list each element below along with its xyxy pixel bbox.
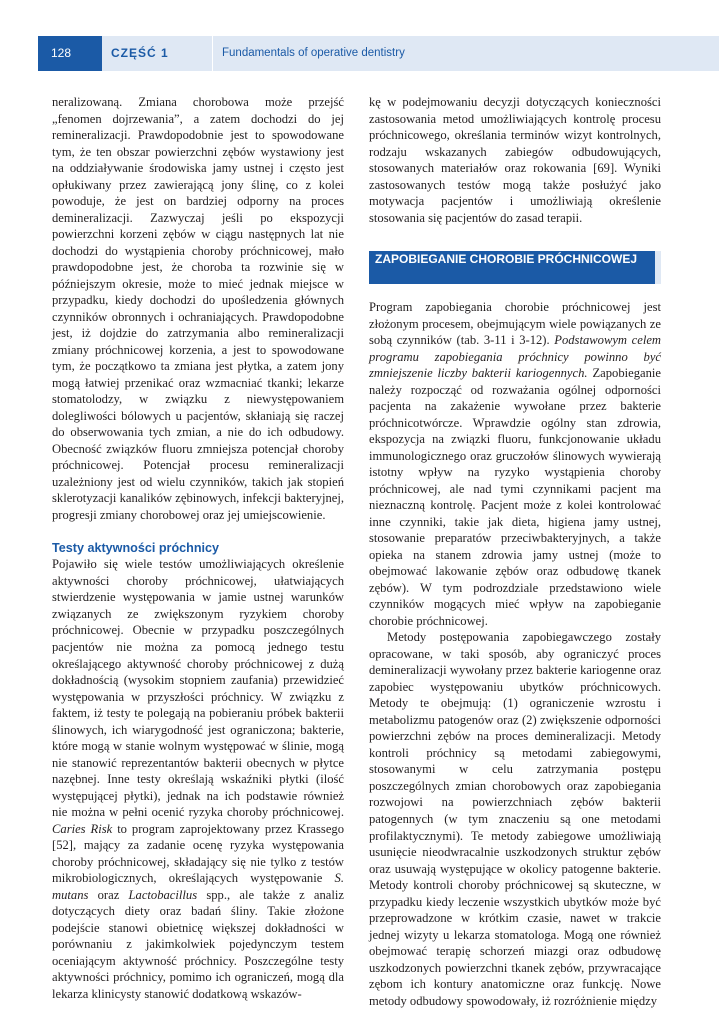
page-number: 128 <box>50 46 72 60</box>
paragraph-test-usage: kę w podejmowaniu decyzji dotyczących konieczności zastosowania metod umożliwiających kontrolę procesu próchnicowego, określania terminów wizyt kontrolnych, rodzaju wskazanych zabiegów odbudowujących, stosowanych materiałów oraz rokowania [69]. Wyniki zastosowanych testów mogą także posłużyć jako motywacja pacjentów i umożliwiają określenie stosowania się pacjentów do zasad terapii. <box>369 95 661 225</box>
italic-term: Lactobacillus <box>128 887 198 902</box>
italic-term: Caries Risk <box>52 821 113 836</box>
text-run: oraz <box>97 887 120 902</box>
text-run: spp., ale także z analiz dotyczących diety oraz badań śliny. Takie złożone podejście stanowi obietnicę większej dokładności w porównaniu z jakimkolwiek pojedynczym testem oceniającym aktywność próchnicy. Poszczególne testy aktywności próchnicy, pomimo ich ograniczeń, mogą dla lekarza klinicysty stanowić dodatkową wskazów- <box>52 887 344 1001</box>
section-heading: ZAPOBIEGANIE CHOROBIE PRÓCHNICOWEJ <box>375 252 638 266</box>
paragraph-remineralization: neralizowaną. Zmiana chorobowa może przejść „fenomen dojrzewania”, a zatem dochodzi do jej remineralizacji. Prawdopodobnie jest to spowodowane tym, że ten obszar powierzchni zębów wystawiony jest na oddziaływanie środowiska jamy ustnej i często jest opłukiwany przez zawierającą jony ślinę, co z kolei powoduje, że jest on bardziej odporny na proces demineralizacji. Zazwyczaj jeśli po ekspozycji powierzchni korzeni zębów w ciągu następnych lat nie dochodzi do wystąpienia choroby próchnicowej, mało prawdopodobne jest, że choroba ta rozwinie się w późniejszym okresie, może to mieć jednak miejsce w przypadku, kiedy dochodzi do upośledzenia głównych czynników obronnych i ochraniających. Prawdopodobne jest, iż dojdzie do zatrzymania albo remineralizacji zmiany próchnicowej korzenia, a jest to spowodowane tym, że początkowo ta zmiana jest płytka, a zatem jony mogą łatwiej przenikać oraz wzmacniać tkanki; lekarze stomatolodzy, w związku z niewystępowaniem dolegliwości bólowych u pacjentów, skłaniają się raczej do obserwowania tych zmian, a nie do ich odbudowy. Obecność związków fluoru zmniejsza potencjał choroby próchnicowej. Potencjał procesu remineralizacji uzależniony jest od wielu czynników, takich jak stopień sklerotyzacji kanalików zębinowych, infekcji bakteryjnej, progresji zmiany chorobowej oraz jej umiejscowienie. <box>52 95 344 522</box>
subheading-caries-activity-tests: Testy aktywności próchnicy <box>52 540 220 555</box>
part-label: CZĘŚĆ 1 <box>111 46 169 60</box>
text-run: to program zaprojektowany przez Krassego [52], mający za zadanie ocenę ryzyka występowania choroby próchnicowej, składający się nie tylko z testów mikrobiologicznych, określających występowanie <box>52 821 344 886</box>
italic-emphasis: Podstawowym celem programu zapobiegania próchnicy powinno być zmniejszenie liczby bakterii kariogennych. <box>369 333 661 381</box>
paragraph-prevention-methods: Metody postępowania zapobiegawczego zostały opracowane, w taki sposób, aby ograniczyć proces demineralizacji wywołany przez bakterie kariogenne oraz zapobiec występowaniu ubytków próchnicowych. Metody te obejmują: (1) ograniczenie wzrostu i metabolizmu patogenów oraz (2) zwiększenie odporności powierzchni zębów na proces demineralizacji. Metody kontroli próchnicy są metodami zabiegowymi, stosowanymi w celu zatrzymania postępu poszczególnych zmian chorobowych oraz zapobiegania rozwojowi na powierzchniach zębów bakterii patogennych (w tym znaczeniu są one metodami profilaktycznymi). Te metody zabiegowe umożliwiają usunięcie nieodwracalnie uszkodzonych struktur zębów oraz usuwają występujące w okolicy patogenne bakterie. Metody kontroli choroby próchnicowej są skuteczne, w przypadku kiedy leczenie wszystkich ubytków może być przeprowadzone w krótkim czasie, nawet w trakcie jednej wizyty u lekarza stomatologa. Mogą one również obejmować terapię schorzeń miazgi oraz odbudowę uszkodzonych powierzchni tkanek zębów, przywracające zębom ich kontury anatomiczne oraz funkcję. Nowe metody odbudowy spowodowały, iż rozróżnienie między <box>369 630 661 1008</box>
text-run: Program zapobiegania chorobie próchnicowej jest złożonym procesem, obejmującym wiele powiązanych ze sobą czynników (tab. 3-11 i 3-12). <box>369 300 661 348</box>
left-column <box>52 94 344 1002</box>
italic-term: S. mutans <box>52 871 344 902</box>
header-divider <box>212 36 213 71</box>
section-heading-accent <box>655 251 661 284</box>
paragraph-caries-tests <box>52 556 344 1002</box>
text-run: Pojawiło się wiele testów umożliwiających określenie aktywności choroby próchnicowej, ułatwiających stwierdzenie występowania w jamie ustnej warunków związanych ze zwiększonym ryzykiem choroby próchnicowej. Obecnie w przypadku poszczególnych pacjentów nie można za pomocą jednego testu określającego aktywność choroby próchnicowej z dużą dokładnością (wysokim stopniem zaufania) przewidzieć występowania w przyszłości próchnicy. W związku z faktem, iż testy te polegają na pobieraniu próbek bakterii ślinowych, ich wiarygodność jest ograniczona; bakterie, które mogą w stanie wolnym występować w ślinie, mogą nie stanowić reprezentantów bakterii obecnych w płytce nazębnej. Inne testy określają wskaźniki płytki (ilość występującej płytki), jednak na ich podstawie również nie można w pełni ocenić ryzyka choroby próchnicowej. <box>52 557 344 820</box>
section-heading-box <box>369 251 661 284</box>
right-column-top <box>369 94 661 226</box>
text-run: Zapobieganie należy rozpocząć od rozważania ogólnej odporności pacjenta na zakażenie wywołane przez bakterie próchnicotwórcze. Wprawdzie ogólny stan zdrowia, ekspozycja na związki fluoru, funkcjonowanie układu immunologicznego oraz gruczołów ślinowych wywierają istotny wpływ na ryzyko wystąpienia choroby próchnicowej, ale nad tymi czynnikami pacjent ma nieznaczną kontrolę. Pacjent może z kolei kontrolować inne czynniki, takie jak dieta, higiena jamy ustnej, stosowanie preparatów przeciwbakteryjnych, a także opieka na stanem zdrowia jamy ustnej (może to obejmować lakowanie zębów oraz odbudowę tkanek zębów). W tym podrozdziale przedstawiono wiele czynników mogących mieć wpływ na zapobieganie chorobie próchnicowej. <box>369 366 661 628</box>
book-title: Fundamentals of operative dentistry <box>222 47 405 59</box>
right-column-bottom <box>369 299 661 1009</box>
paragraph-prevention-program <box>369 299 661 629</box>
page-number-box <box>38 36 102 71</box>
